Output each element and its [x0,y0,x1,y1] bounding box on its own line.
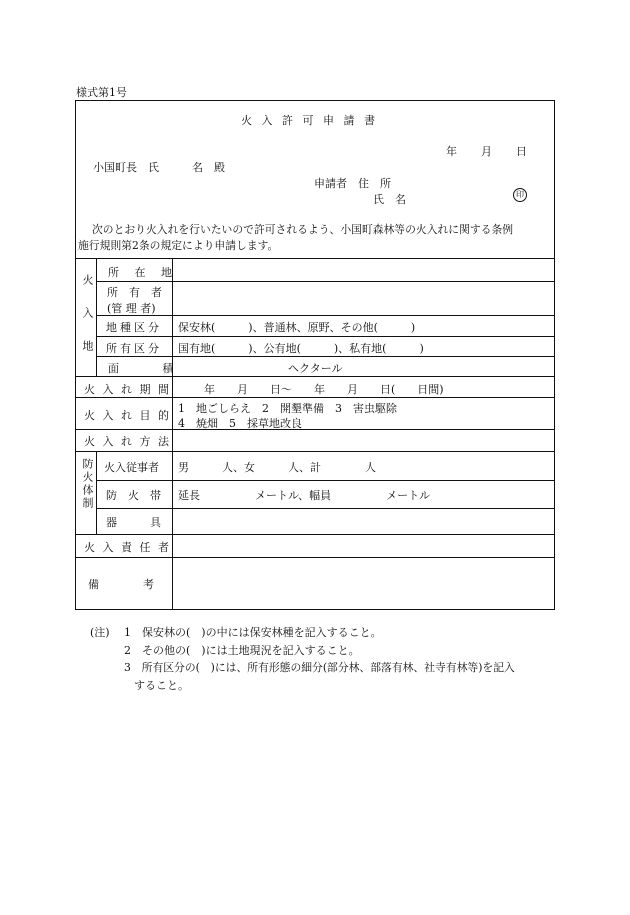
label-method: 火 入 れ 方 法 [84,435,171,448]
label-equipment: 器 具 [106,516,161,529]
label-purpose: 火 入 れ 目 的 [84,409,171,422]
table-line [172,258,173,610]
table-line [75,534,555,535]
value-purpose-line2: 4 焼畑 5 採草地改良 [178,417,302,430]
table-line [96,451,97,534]
date-month: 月 [481,145,492,158]
value-area-unit: ヘクタール [288,362,343,375]
label-owner: 所 有 者 [107,286,162,299]
group-label-fire-prevention: 防火体制 [81,458,94,510]
table-line [75,258,555,259]
table-line [96,480,555,481]
label-land-type: 地種区分 [106,321,162,334]
addressee: 小国町長 氏 名 殿 [93,161,225,174]
group-label-fire-land: 火入地 [81,274,94,373]
table-line [75,451,555,452]
form-title: 火 入 許 可 申 請 書 [241,114,378,127]
label-area: 面 積 [108,362,194,375]
value-firebreak: 延長 メートル、幅員 メートル [178,489,431,502]
label-responsible: 火 入 責 任 者 [84,541,171,554]
label-workers: 火入従事者 [104,461,159,474]
table-line [96,258,97,376]
value-workers: 男 人、女 人、計 人 [178,461,376,474]
table-line [75,376,555,377]
table-line [96,336,555,337]
applicant-name-label: 氏 名 [373,193,406,206]
label-period: 火 入 れ 期 間 [84,383,171,396]
value-purpose-line1: 1 地ごしらえ 2 開墾準備 3 害虫駆除 [178,402,397,415]
table-line [96,315,555,316]
value-ownership: 国有地( )、公有地( )、私有地( ) [178,342,424,355]
seal-mark: 印 [513,188,527,202]
label-ownership: 所有区分 [106,342,162,355]
label-location: 所 在 地 [108,266,178,279]
intro-text-line1: 次のとおり火入れを行いたいので許可されるよう、小国町森林等の火入れに関する条例 [92,223,514,236]
form-number: 様式第1号 [76,86,127,99]
intro-text-line2: 施行規則第2条の規定により申請します。 [78,239,279,252]
value-land-type: 保安林( )、普通林、原野、その他( ) [178,321,416,334]
table-line [75,397,555,398]
label-remarks: 備 考 [88,578,154,591]
note-3-line2: すること。 [134,679,189,692]
label-firebreak: 防 火 帯 [106,489,161,502]
value-period: 年 月 日～ 年 月 日( 日間) [204,383,444,396]
table-line [75,557,555,558]
note-1: 1 保安林の( )の中には保安林種を記入すること。 [124,626,382,639]
applicant-address-label: 申請者 住 所 [314,177,391,190]
note-2: 2 その他の( )には土地現況を記入すること。 [124,644,360,657]
table-line [75,429,555,430]
date-year: 年 [446,145,457,158]
date-day: 日 [516,145,527,158]
table-line [96,356,555,357]
table-line [96,281,555,282]
note-3-line1: 3 所有区分の( )には、所有形態の細分(部分林、部落有林、社寺有林等)を記入 [124,661,515,674]
label-manager: (管 理 者) [107,302,156,315]
notes-prefix: (注) [90,626,110,639]
table-line [96,508,555,509]
